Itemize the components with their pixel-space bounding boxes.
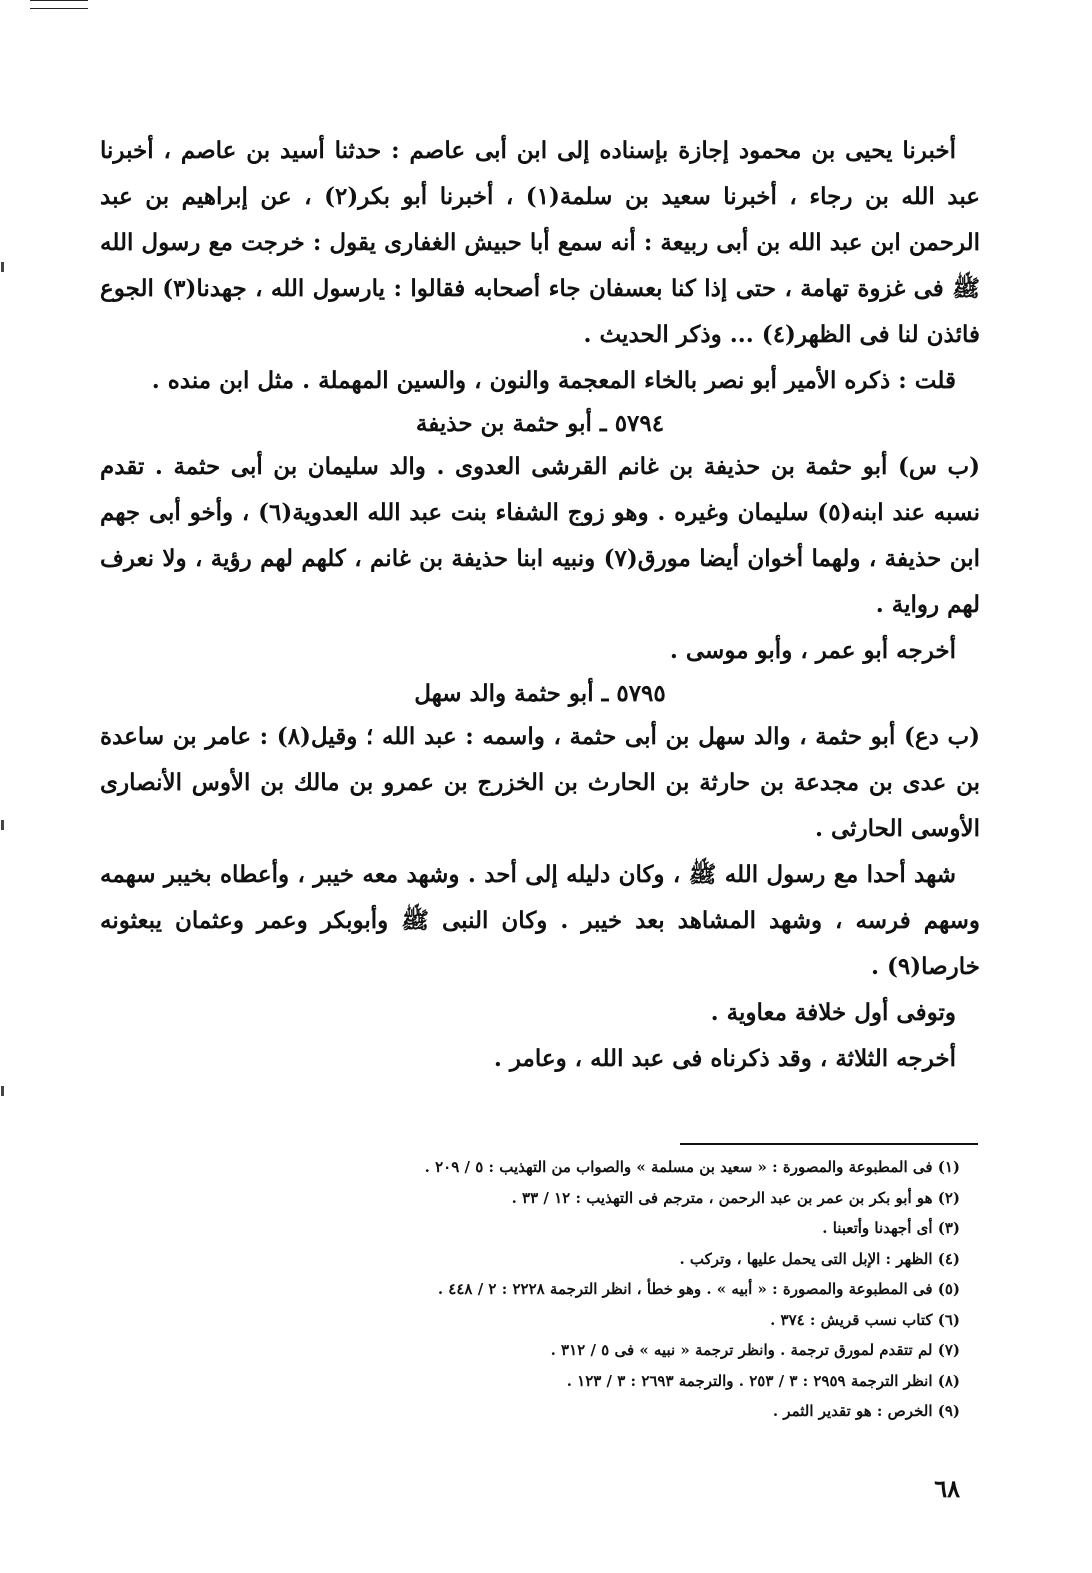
- footnote: (٧) لم تتقدم لمورق ترجمة . وانظر ترجمة « نبيه » فى ٥ / ٣١٢ .: [550, 1341, 960, 1359]
- entry-body-continued: شهد أحدا مع رسول الله ﷺ ، وكان دليله إلى أحد . وشهد معه خيبر ، وأعطاه بخيبر سهمه وسهم فرسه ، وشهد المشاهد بعد خيبر . وكان النبى ﷺ وأبوبكر وعمر وعثمان يبعثونه خارصا(٩) .: [100, 861, 980, 980]
- footnote: (٩) الخرص : هو تقدير الثمر .: [772, 1402, 960, 1420]
- footnote: (١) فى المطبوعة والمصورة : « سعيد بن مسلمة » والصواب من التهذيب : ٥ / ٢٠٩ .: [424, 1158, 960, 1176]
- scan-edge-mark: [1, 1086, 4, 1096]
- scan-edge-mark: [1, 820, 4, 830]
- entry-body: (ب س) أبو حثمة بن حذيفة بن غانم القرشى العدوى . والد سليمان بن أبى حثمة . تقدم نسبه عند ابنه(٥) سليمان وغيره . وهو زوج الشفاء بنت عبد الله العدوية(٦) ، وأخو أبى جهم ابن حذيفة ، ولهما أخوان أيضا مورق(٧) ونبيه ابنا حذيفة بن غانم ، كلهم لهم رؤية ، ولا نعرف لهم رواية .: [100, 453, 980, 618]
- entry-death: وتوفى أول خلافة معاوية .: [710, 999, 956, 1026]
- footnote: (٦) كتاب نسب قريش : ٣٧٤ .: [770, 1310, 960, 1329]
- page-number: ٦٨: [934, 1474, 960, 1503]
- footnotes: [120, 1152, 960, 1427]
- footnote: (٢) هو أبو بكر بن عمر بن عبد الرحمن ، مترجم فى التهذيب : ١٢ / ٣٣ .: [511, 1188, 960, 1207]
- scan-edge-line: [30, 0, 88, 1]
- note-paragraph: قلت : ذكره الأمير أبو نصر بالخاء المعجمة والنون ، والسين المهملة . مثل ابن منده .: [151, 367, 956, 394]
- entry-body: (ب دع) أبو حثمة ، والد سهل بن أبى حثمة ، واسمه : عبد الله ؛ وقيل(٨) : عامر بن ساعدة بن عدى بن مجدعة بن حارثة بن الحارث بن الخزرج بن عمرو بن مالك بن الأوس الأنصارى الأوسى الحارثى .: [100, 723, 980, 842]
- hadith-paragraph: أخبرنا يحيى بن محمود إجازة بإسناده إلى ابن أبى عاصم : حدثنا أسيد بن عاصم ، أخبرنا عبد الله بن رجاء ، أخبرنا سعيد بن سلمة(١) ، أخبرنا أبو بكر(٢) ، عن إبراهيم بن عبد الرحمن ابن عبد الله بن أبى ربيعة : أنه سمع أبا حبيش الغفارى يقول : خرجت مع رسول الله ﷺ فى غزوة تهامة ، حتى إذا كنا بعسفان جاء أصحابه فقالوا : يارسول الله ، جهدنا(٣) الجوع فائذن لنا فى الظهر(٤) ... وذكر الحديث .: [100, 137, 980, 348]
- footnote: (٤) الظهر : الإبل التى يحمل عليها ، وتركب .: [679, 1249, 960, 1268]
- footnote-divider: [680, 1143, 978, 1145]
- entry-heading: ٥٧٩٥ ـ أبو حثمة والد سهل: [414, 680, 666, 707]
- scan-edge-mark: [1, 262, 4, 272]
- footnote: (٨) انظر الترجمة ٢٩٥٩ : ٣ / ٢٥٣ . والترجمة ٢٦٩٣ : ٣ / ١٢٣ .: [566, 1371, 960, 1390]
- scan-edge-line: [30, 8, 88, 9]
- main-text: [100, 128, 980, 1082]
- entry-source: أخرجه الثلاثة ، وقد ذكرناه فى عبد الله ، وعامر .: [493, 1045, 956, 1072]
- entry-source: أخرجه أبو عمر ، وأبو موسى .: [669, 637, 956, 664]
- footnote: (٥) فى المطبوعة والمصورة : « أبيه » . وهو خطأ ، انظر الترجمة ٢٢٢٨ : ٢ / ٤٤٨ .: [437, 1280, 960, 1298]
- footnote: (٣) أى أجهدنا وأتعبنا .: [822, 1219, 960, 1237]
- entry-heading: ٥٧٩٤ ـ أبو حثمة بن حذيفة: [415, 410, 665, 437]
